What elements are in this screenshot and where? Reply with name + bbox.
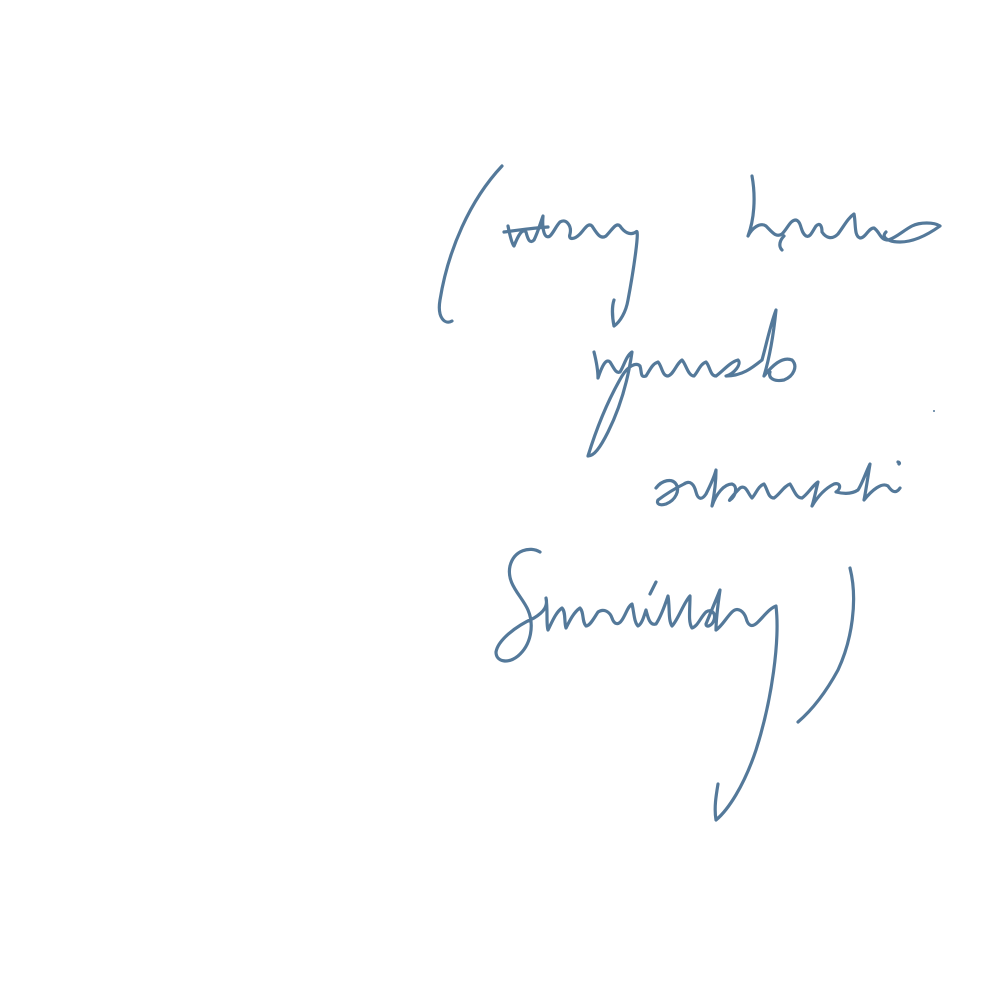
word-tutaj-stroke: [508, 216, 637, 326]
word-bedzie-stroke: [748, 176, 940, 242]
stray-ink-dot: [933, 410, 935, 412]
word-smavildy-stroke: [496, 549, 777, 820]
word-sukienki-dot-stroke: [898, 462, 899, 464]
word-rysunek-stroke: [588, 310, 795, 456]
word-sukienki-stroke: [656, 464, 900, 506]
word-smavildy-accent-stroke: [650, 582, 656, 594]
close-paren-stroke: [798, 568, 854, 722]
word-bedzie-ogonek-stroke: [780, 236, 784, 250]
open-paren-stroke: [439, 166, 502, 322]
